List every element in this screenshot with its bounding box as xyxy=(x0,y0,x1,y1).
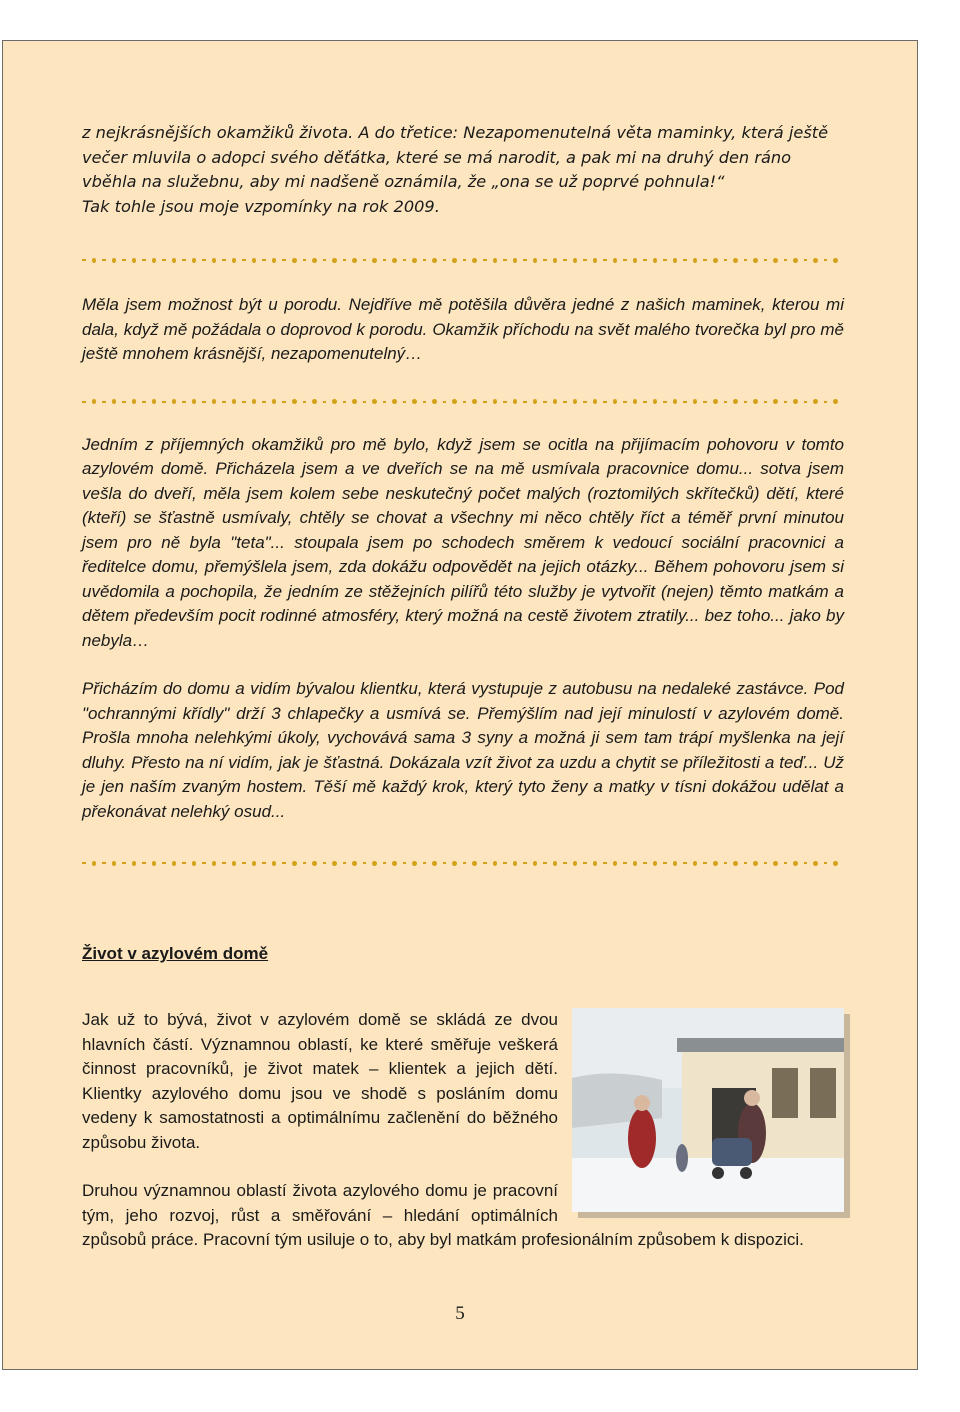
divider-dash xyxy=(563,259,567,261)
divider-dot xyxy=(833,258,837,263)
divider-dot xyxy=(132,861,136,866)
divider-dot xyxy=(833,861,837,866)
divider-dot xyxy=(92,861,96,866)
divider-dash xyxy=(764,259,768,261)
divider-dot xyxy=(452,861,456,866)
divider-dash xyxy=(523,259,527,261)
divider-dash xyxy=(523,862,527,864)
divider-dot xyxy=(292,258,296,263)
divider-dash xyxy=(122,401,126,403)
divider-dash xyxy=(363,401,367,403)
divider-dash xyxy=(282,401,286,403)
divider-dash xyxy=(804,401,808,403)
divider-dot xyxy=(733,258,737,263)
divider-dash xyxy=(623,259,627,261)
divider-dot xyxy=(733,399,737,404)
divider-dot xyxy=(773,861,777,866)
visit-paragraph: Přicházím do domu a vidím bývalou klientku, která vystupuje z autobusu na nedaleké zastávce. Pod "ochrannými křídly" drží 3 chlapečky a usmívá se. Přemýšlím nad její minulostí v azylovém domě. Prošla mnoha nelehkými úkoly, vychovává sama 3 syny a možná ji sem tam trápí myšlenka na její dluhy. Přesto na ní vidím, jak je šťastná. Dokázala vzít život za uzdu a chytit se příležitosti a teď... Už je jen naším zvaným hostem. Těší mě každý krok, který tyto ženy a matky v tísni dokážou udělat a překonávat nelehký osud... xyxy=(82,679,844,821)
divider-dot xyxy=(152,258,156,263)
divider-dash xyxy=(102,862,106,864)
divider-dash xyxy=(222,862,226,864)
divider-dash xyxy=(262,259,266,261)
divider-dash xyxy=(343,259,347,261)
divider-dash xyxy=(443,862,447,864)
divider-dash xyxy=(202,259,206,261)
divider-dash xyxy=(202,862,206,864)
divider-dot xyxy=(392,861,396,866)
divider-dot xyxy=(593,861,597,866)
divider-dot xyxy=(392,399,396,404)
divider-dash xyxy=(363,259,367,261)
divider-dot xyxy=(513,258,517,263)
divider-dash xyxy=(242,862,246,864)
divider-dash xyxy=(282,259,286,261)
divider-dash xyxy=(343,401,347,403)
divider-dash xyxy=(162,401,166,403)
divider-dash xyxy=(303,862,307,864)
divider-dash xyxy=(603,401,607,403)
divider-dash xyxy=(643,862,647,864)
divider-dot xyxy=(372,399,376,404)
divider-dash xyxy=(463,862,467,864)
divider-dash xyxy=(423,401,427,403)
divider-dash xyxy=(423,862,427,864)
divider-dash xyxy=(703,401,707,403)
divider-dash xyxy=(583,401,587,403)
divider-dash xyxy=(363,862,367,864)
divider-dash xyxy=(102,401,106,403)
divider-dot xyxy=(573,399,577,404)
divider-dot xyxy=(92,399,96,404)
divider-dash xyxy=(804,259,808,261)
divider-dot xyxy=(292,861,296,866)
divider-dash xyxy=(623,401,627,403)
divider-dash xyxy=(523,401,527,403)
divider-dot xyxy=(793,861,797,866)
divider-dot xyxy=(472,861,476,866)
divider-dot xyxy=(472,258,476,263)
divider-dash xyxy=(483,862,487,864)
divider-dash xyxy=(643,401,647,403)
divider-dot xyxy=(452,258,456,263)
divider-dot xyxy=(192,861,196,866)
divider-dash xyxy=(202,401,206,403)
divider-dot xyxy=(332,399,336,404)
divider-dash xyxy=(764,862,768,864)
divider-dot xyxy=(352,399,356,404)
intro-paragraph: z nejkrásnějších okamžiků života. A do třetice: Nezapomenutelná věta maminky, která ještě večer mluvila o adopci svého děťátka, které se má narodit, a pak mi na druhý den ráno vběhla na služebnu, aby mi nadšeně oznámila, že „ona se už poprvé pohnula!“ xyxy=(82,123,829,191)
divider-dot xyxy=(432,399,436,404)
divider-dot xyxy=(633,258,637,263)
divider-dot xyxy=(633,399,637,404)
divider-dot xyxy=(493,861,497,866)
divider-dash xyxy=(583,259,587,261)
divider-dot xyxy=(252,258,256,263)
divider-dash xyxy=(142,862,146,864)
divider-dot xyxy=(673,258,677,263)
divider-dash xyxy=(383,259,387,261)
divider-dot xyxy=(252,399,256,404)
divider-dash xyxy=(182,259,186,261)
divider-dash xyxy=(162,259,166,261)
divider-dot xyxy=(493,399,497,404)
divider-dot xyxy=(573,258,577,263)
divider-dot xyxy=(833,399,837,404)
divider-dash xyxy=(262,862,266,864)
divider-dot xyxy=(272,258,276,263)
divider-dot xyxy=(192,258,196,263)
divider-dot xyxy=(252,861,256,866)
divider-dot xyxy=(112,861,116,866)
divider-dash xyxy=(603,259,607,261)
divider-dot xyxy=(332,861,336,866)
divider-dot xyxy=(172,258,176,263)
interview-paragraph: Jedním z příjemných okamžiků pro mě bylo, když jsem se ocitla na přijímacím pohovoru v tomto azylovém domě. Přicházela jsem a ve dveřích se na mě usmívala pracovnice domu... sotva jsem vešla do dveří, měla jsem kolem sebe neskutečný počet malých (roztomilých skřítečků) dětí, které (kteří) se šťastně usmívaly, chtěly se chovat a všechny mi něco chtěly říct a téměř první minutou jsem pro ně byla "teta"... stoupala jsem po schodech směrem k vedoucí sociální pracovnici a ředitelce domu, přemýšlela jsem, zda dokážu odpovědět na jejich otázky... Během pohovoru jsem si uvědomila a pochopila, že jedním ze stěžejních pilířů této služby je vytvořit (nejen) těmto matkám a dětem především pocit rodinné atmosféry, který možná na cestě životem ztratily... bez toho... jako by nebyla… xyxy=(82,434,844,650)
divider-dash xyxy=(323,259,327,261)
birth-paragraph: Měla jsem možnost být u porodu. Nejdříve mě potěšila důvěra jedné z našich maminek, kterou mi dala, když mě požádala o doprovod k porodu. Okamžik příchodu na svět malého tvorečka byl pro mě ještě mnohem krásnější, nezapomenutelný… xyxy=(82,295,844,363)
divider-dash xyxy=(724,401,728,403)
divider-dot xyxy=(753,861,757,866)
divider-dot xyxy=(553,399,557,404)
divider-dot xyxy=(693,861,697,866)
divider-dot xyxy=(813,399,817,404)
divider-dash xyxy=(804,862,808,864)
divider-dot xyxy=(432,861,436,866)
divider-dot xyxy=(653,258,657,263)
divider-dash xyxy=(423,259,427,261)
divider-dash xyxy=(262,401,266,403)
divider-dash xyxy=(683,862,687,864)
section-heading: Život v azylovém domě xyxy=(82,944,269,963)
divider-dash xyxy=(643,259,647,261)
divider-dot xyxy=(613,399,617,404)
divider-dash xyxy=(663,401,667,403)
divider-dot xyxy=(653,399,657,404)
divider-dot xyxy=(553,861,557,866)
divider-dot xyxy=(412,861,416,866)
photo-azylovy-dum xyxy=(572,1008,844,1212)
divider-3 xyxy=(82,858,844,868)
divider-dash xyxy=(403,401,407,403)
divider-2 xyxy=(82,397,844,407)
divider-dot xyxy=(753,258,757,263)
divider-dash xyxy=(543,259,547,261)
divider-dot xyxy=(312,861,316,866)
divider-dot xyxy=(493,258,497,263)
divider-dash xyxy=(744,862,748,864)
divider-dot xyxy=(813,258,817,263)
divider-dash xyxy=(543,401,547,403)
divider-dash xyxy=(703,862,707,864)
divider-dash xyxy=(503,259,507,261)
divider-dot xyxy=(533,399,537,404)
divider-dot xyxy=(152,399,156,404)
divider-dash xyxy=(703,259,707,261)
divider-dot xyxy=(172,399,176,404)
divider-dot xyxy=(232,399,236,404)
divider-dash xyxy=(142,401,146,403)
divider-dot xyxy=(533,861,537,866)
divider-dot xyxy=(613,861,617,866)
divider-dot xyxy=(713,861,717,866)
divider-dot xyxy=(272,861,276,866)
divider-dash xyxy=(824,401,828,403)
divider-dash xyxy=(182,862,186,864)
divider-dash xyxy=(383,862,387,864)
divider-dot xyxy=(573,861,577,866)
divider-dot xyxy=(232,258,236,263)
divider-dot xyxy=(232,861,236,866)
divider-dot xyxy=(693,258,697,263)
divider-dash xyxy=(162,862,166,864)
divider-dot xyxy=(292,399,296,404)
divider-dash xyxy=(784,259,788,261)
divider-dash xyxy=(623,862,627,864)
divider-dash xyxy=(483,401,487,403)
divider-dash xyxy=(222,401,226,403)
divider-dot xyxy=(372,861,376,866)
divider-dot xyxy=(212,861,216,866)
divider-dash xyxy=(663,862,667,864)
life-paragraph: Jak už to bývá, život v azylovém domě se skládá ze dvou hlavních částí. Významnou oblastí, ke které směřuje veškerá činnost pracovníků, je život matek – klientek a jejich dětí. Klientky azylového domu jsou ve shodě s posláním domu vedeny k samostatnosti a optimálnímu začlenění do běžného způsobu života. xyxy=(82,1010,558,1152)
content xyxy=(82,121,844,1253)
divider-dot xyxy=(613,258,617,263)
divider-dash xyxy=(724,259,728,261)
page xyxy=(2,40,918,1370)
divider-dot xyxy=(432,258,436,263)
divider-dot xyxy=(352,861,356,866)
divider-dash xyxy=(122,259,126,261)
divider-dot xyxy=(553,258,557,263)
divider-dot xyxy=(112,399,116,404)
divider-dash xyxy=(403,862,407,864)
divider-dot xyxy=(633,861,637,866)
divider-dash xyxy=(543,862,547,864)
divider-dash xyxy=(603,862,607,864)
divider-dash xyxy=(282,862,286,864)
divider-dot xyxy=(152,861,156,866)
divider-dash xyxy=(663,259,667,261)
divider-dash xyxy=(343,862,347,864)
divider-dot xyxy=(593,258,597,263)
intro-last-line: Tak tohle jsou moje vzpomínky na rok 2009. xyxy=(82,196,440,216)
divider-dash xyxy=(443,259,447,261)
divider-dash xyxy=(463,401,467,403)
divider-dash xyxy=(142,259,146,261)
divider-dash xyxy=(824,862,828,864)
divider-dot xyxy=(793,258,797,263)
divider-dot xyxy=(132,258,136,263)
divider-dash xyxy=(744,259,748,261)
divider-dash xyxy=(744,401,748,403)
divider-dot xyxy=(813,861,817,866)
divider-dash xyxy=(323,401,327,403)
divider-1 xyxy=(82,255,844,265)
team-paragraph: Druhou významnou oblastí života azylového domu je pracovní tým, jeho rozvoj, růst a směřování – hledání optimálních způsobů práce. Pracovní tým usiluje o to, aby byl matkám profesionálním způsobem k dispozici. xyxy=(82,1181,804,1249)
divider-dot xyxy=(372,258,376,263)
divider-dot xyxy=(773,258,777,263)
divider-dash xyxy=(303,259,307,261)
divider-dash xyxy=(403,259,407,261)
divider-dash xyxy=(222,259,226,261)
divider-dot xyxy=(112,258,116,263)
divider-dot xyxy=(533,258,537,263)
divider-dash xyxy=(323,862,327,864)
divider-dash xyxy=(503,401,507,403)
divider-dot xyxy=(412,399,416,404)
divider-dot xyxy=(332,258,336,263)
divider-dot xyxy=(132,399,136,404)
divider-dash xyxy=(784,401,788,403)
divider-dot xyxy=(392,258,396,263)
divider-dot xyxy=(192,399,196,404)
divider-dash xyxy=(82,862,86,864)
divider-dash xyxy=(724,862,728,864)
divider-dot xyxy=(412,258,416,263)
divider-dot xyxy=(352,258,356,263)
divider-dot xyxy=(312,399,316,404)
divider-dash xyxy=(102,259,106,261)
divider-dash xyxy=(242,401,246,403)
divider-dot xyxy=(773,399,777,404)
divider-dot xyxy=(513,399,517,404)
divider-dash xyxy=(463,259,467,261)
divider-dot xyxy=(212,258,216,263)
divider-dot xyxy=(753,399,757,404)
divider-dot xyxy=(593,399,597,404)
divider-dash xyxy=(764,401,768,403)
divider-dot xyxy=(653,861,657,866)
divider-dash xyxy=(483,259,487,261)
divider-dash xyxy=(563,401,567,403)
divider-dot xyxy=(713,399,717,404)
divider-dash xyxy=(82,259,86,261)
divider-dash xyxy=(122,862,126,864)
divider-dot xyxy=(673,861,677,866)
divider-dash xyxy=(242,259,246,261)
divider-dash xyxy=(443,401,447,403)
divider-dot xyxy=(693,399,697,404)
divider-dot xyxy=(733,861,737,866)
divider-dot xyxy=(793,399,797,404)
divider-dot xyxy=(212,399,216,404)
divider-dash xyxy=(503,862,507,864)
divider-dash xyxy=(583,862,587,864)
divider-dash xyxy=(563,862,567,864)
divider-dot xyxy=(172,861,176,866)
divider-dash xyxy=(683,259,687,261)
divider-dash xyxy=(303,401,307,403)
divider-dash xyxy=(383,401,387,403)
page-number: 5 xyxy=(455,1303,465,1324)
divider-dot xyxy=(513,861,517,866)
divider-dot xyxy=(713,258,717,263)
divider-dash xyxy=(182,401,186,403)
divider-dash xyxy=(784,862,788,864)
divider-dash xyxy=(82,401,86,403)
divider-dot xyxy=(92,258,96,263)
divider-dot xyxy=(272,399,276,404)
divider-dash xyxy=(683,401,687,403)
divider-dot xyxy=(312,258,316,263)
divider-dash xyxy=(824,259,828,261)
divider-dot xyxy=(472,399,476,404)
divider-dot xyxy=(452,399,456,404)
divider-dot xyxy=(673,399,677,404)
